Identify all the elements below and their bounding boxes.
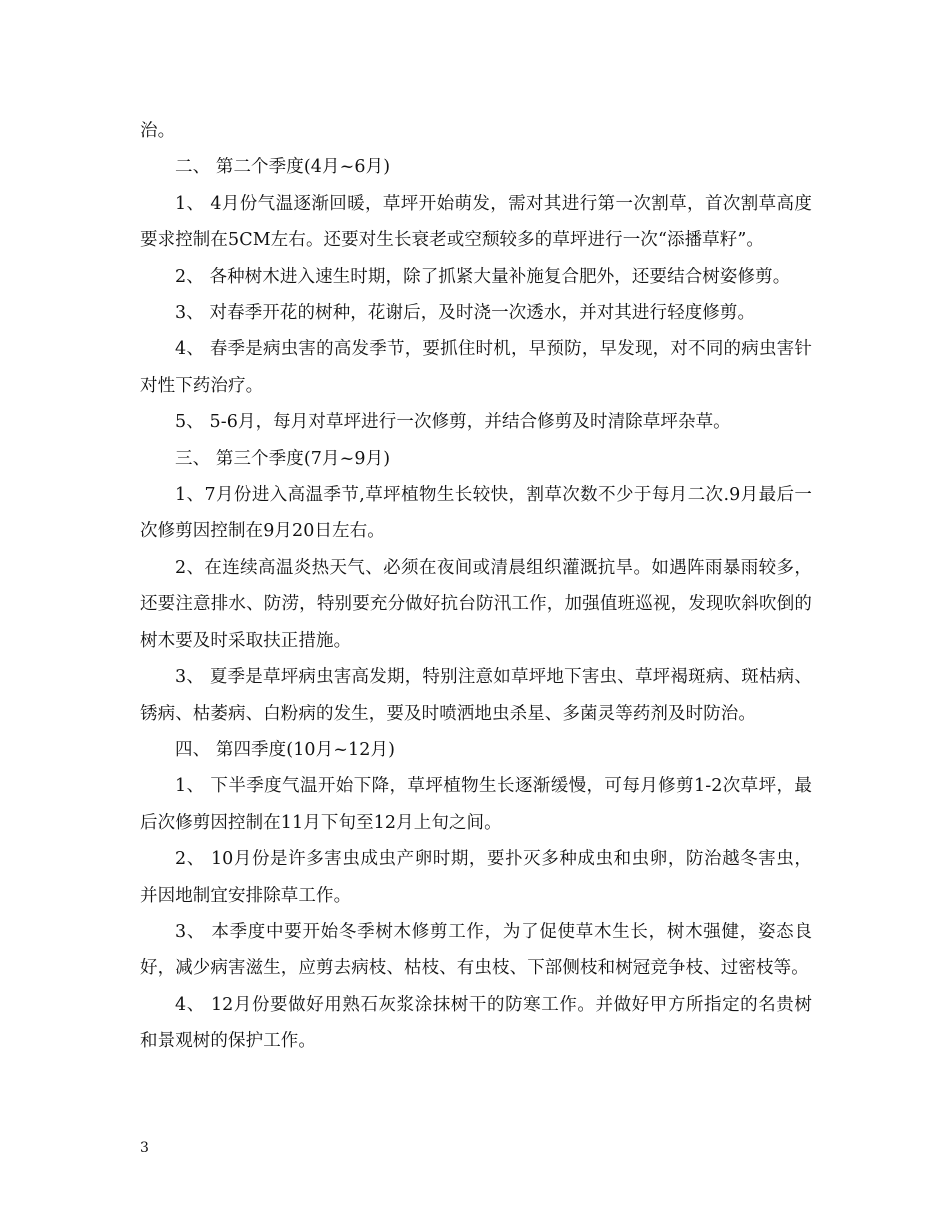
paragraph-q4-item-1: 1、 下半季度气温开始下降，草坪植物生长逐渐缓慢，可每月修剪1-2次草坪，最后次修剪因控制在11月下旬至12月上旬之间。 bbox=[140, 776, 812, 833]
section-heading-q4: 四、 第四季度(10月~12月) bbox=[175, 739, 396, 760]
paragraph-q2-item-3: 3、 对春季开花的树种，花谢后，及时浇一次透水，并对其进行轻度修剪。 bbox=[175, 303, 756, 324]
paragraph-q4-item-3: 3、 本季度中要开始冬季树木修剪工作，为了促使草木生长，树木强健，姿态良好，减少病害滋生，应剪去病枝、枯枝、有虫枝、下部侧枝和树冠竞争枝、过密枝等。 bbox=[140, 921, 812, 979]
paragraph-q3-item-3: 3、 夏季是草坪病虫害高发期，特别注意如草坪地下害虫、草坪褐斑病、斑枯病、锈病、枯萎病、白粉病的发生，要及时喷洒地虫杀星、多菌灵等药剂及时防治。 bbox=[140, 667, 812, 724]
paragraph-q2-item-1: 1、 4月份气温逐渐回暖，草坪开始萌发，需对其进行第一次割草，首次割草高度要求控制在5CM左右。还要对生长衰老或空颓较多的草坪进行一次“添播草籽”。 bbox=[140, 193, 812, 251]
paragraph-q2-item-2: 2、 各种树木进入速生时期，除了抓紧大量补施复合肥外，还要结合树姿修剪。 bbox=[175, 266, 791, 287]
paragraph-q2-item-5: 5、 5-6月，每月对草坪进行一次修剪，并结合修剪及时清除草坪杂草。 bbox=[175, 412, 731, 433]
document-body bbox=[140, 113, 812, 1060]
section-heading-q3: 三、 第三个季度(7月~9月) bbox=[175, 448, 391, 469]
paragraph-q3-item-1: 1、7月份进入高温季节,草坪植物生长较快，割草次数不少于每月二次.9月最后一次修剪因控制在9月20日左右。 bbox=[140, 485, 812, 542]
page-number: 3 bbox=[140, 1140, 149, 1156]
paragraph-q3-item-2: 2、在连续高温炎热天气、必须在夜间或清晨组织灌溉抗旱。如遇阵雨暴雨较多，还要注意排水、防涝，特别要充分做好抗台防汛工作，加强值班巡视，发现吹斜吹倒的树木要及时采取扶正措施。 bbox=[140, 557, 812, 651]
paragraph-q2-item-4: 4、 春季是病虫害的高发季节，要抓住时机，早预防，早发现，对不同的病虫害针对性下药治疗。 bbox=[140, 339, 812, 396]
paragraph-q4-item-4: 4、 12月份要做好用熟石灰浆涂抹树干的防寒工作。并做好甲方所指定的名贵树和景观树的保护工作。 bbox=[140, 994, 812, 1052]
paragraph-continuation: 治。 bbox=[140, 121, 176, 141]
section-heading-q2: 二、 第二个季度(4月~6月) bbox=[175, 157, 391, 178]
paragraph-q4-item-2: 2、 10月份是许多害虫成虫产卵时期，要扑灭多种成虫和虫卵，防治越冬害虫，并因地制宜安排除草工作。 bbox=[140, 849, 812, 906]
